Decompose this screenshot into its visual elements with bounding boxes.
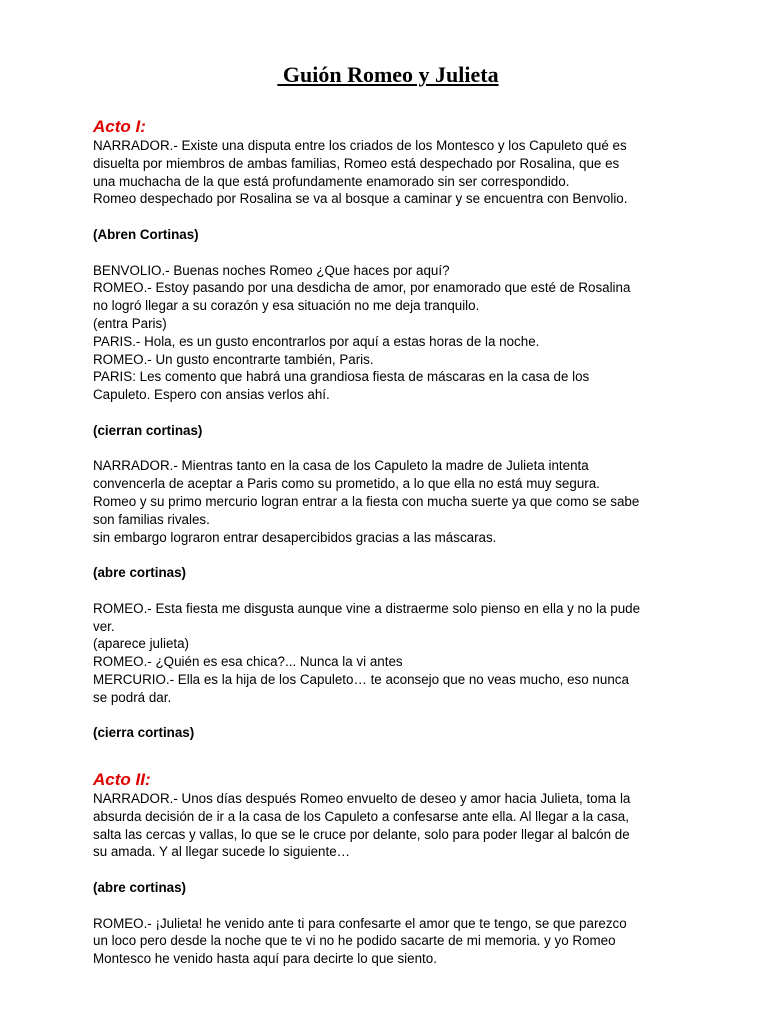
dialogue-line: ROMEO.- Estoy pasando por una desdicha de amor, por enamorado que esté de Rosalina xyxy=(93,280,631,296)
act-1-narrator-2 xyxy=(93,457,683,546)
dialogue-line: BENVOLIO.- Buenas noches Romeo ¿Que haces por aquí? xyxy=(93,262,450,278)
dialogue-line: (entra Paris) xyxy=(93,315,167,331)
dialogue-line: (aparece julieta) xyxy=(93,636,190,652)
dialogue-line: PARIS.- Hola, es un gusto encontrarlos por aquí a estas horas de la noche. xyxy=(93,333,540,349)
dialogue-line: ROMEO.- ¿Quién es esa chica?... Nunca la vi antes xyxy=(93,654,403,670)
text-line: NARRADOR.- Existe una disputa entre los criados de los Montesco y los Capuleto qué es xyxy=(93,138,627,153)
dialogue-line: ROMEO.- Un gusto encontrarte también, Paris. xyxy=(93,351,374,367)
dialogue-line: se podrá dar. xyxy=(93,689,172,705)
text-line: NARRADOR.- Mientras tanto en la casa de los Capuleto la madre de Julieta intenta xyxy=(93,458,589,474)
stage-direction: (abre cortinas) xyxy=(93,565,187,581)
text-line: una muchacha de la que está profundamente enamorado sin ser correspondido. xyxy=(93,173,570,189)
text-line: Romeo y su primo mercurio logran entrar a la fiesta con mucha suerte ya que como se sabe xyxy=(93,493,640,509)
stage-direction: (cierra cortinas) xyxy=(93,725,195,741)
text-line: salta las cercas y vallas, lo que se le cruce por delante, solo para poder llegar al balcón de xyxy=(93,826,630,842)
dialogue-line: ver. xyxy=(93,618,115,634)
act-2-scene-1 xyxy=(93,915,683,968)
dialogue-line: Montesco he venido hasta aquí para decirte lo que siento. xyxy=(93,951,437,967)
stage-direction: (abre cortinas) xyxy=(93,880,187,896)
dialogue-line: PARIS: Les comento que habrá una grandiosa fiesta de máscaras en la casa de los xyxy=(93,369,590,385)
text-line: son familias rivales. xyxy=(93,511,210,527)
stage-direction: (Abren Cortinas) xyxy=(93,226,199,242)
act-2-narrator-intro xyxy=(93,790,683,861)
act-1-heading: Acto I: xyxy=(93,117,146,136)
dialogue-line: Capuleto. Espero con ansias verlos ahí. xyxy=(93,387,330,403)
dialogue-line: MERCURIO.- Ella es la hija de los Capuleto… te aconsejo que no veas mucho, eso nunca xyxy=(93,671,629,687)
act-1-scene-1 xyxy=(93,262,683,404)
dialogue-line: no logró llegar a su corazón y esa situación no me deja tranquilo. xyxy=(93,298,480,314)
text-line: Romeo despechado por Rosalina se va al bosque a caminar y se encuentra con Benvolio. xyxy=(93,191,628,207)
act-2-heading: Acto II: xyxy=(93,770,151,790)
stage-direction: (cierran cortinas) xyxy=(93,422,203,438)
dialogue-line: ROMEO.- ¡Julieta! he venido ante ti para confesarte el amor que te tengo, se que parezco xyxy=(93,915,627,931)
document-title: Guión Romeo y Julieta xyxy=(277,62,499,87)
dialogue-line: ROMEO.- Esta fiesta me disgusta aunque vine a distraerme solo pienso en ella y no la pude xyxy=(93,600,641,616)
text-line: convencerla de aceptar a Paris como su prometido, a lo que ella no está muy segura. xyxy=(93,476,600,492)
act-1-scene-2 xyxy=(93,600,683,707)
text-line: sin embargo lograron entrar desapercibidos gracias a las máscaras. xyxy=(93,529,497,545)
text-line: absurda decisión de ir a la casa de los Capuleto a confesarse ante ella. Al llegar a la casa, xyxy=(93,808,629,824)
act-1-narrator-intro xyxy=(93,137,683,208)
text-line: su amada. Y al llegar sucede lo siguiente… xyxy=(93,844,351,860)
document-page xyxy=(93,60,683,968)
text-line: disuelta por miembros de ambas familias, Romeo está despechado por Rosalina, que es xyxy=(93,155,620,171)
dialogue-line: un loco pero desde la noche que te vi no he podido sacarte de mi memoria. y yo Romeo xyxy=(93,933,616,949)
text-line: NARRADOR.- Unos días después Romeo envuelto de deseo y amor hacia Julieta, toma la xyxy=(93,791,631,807)
